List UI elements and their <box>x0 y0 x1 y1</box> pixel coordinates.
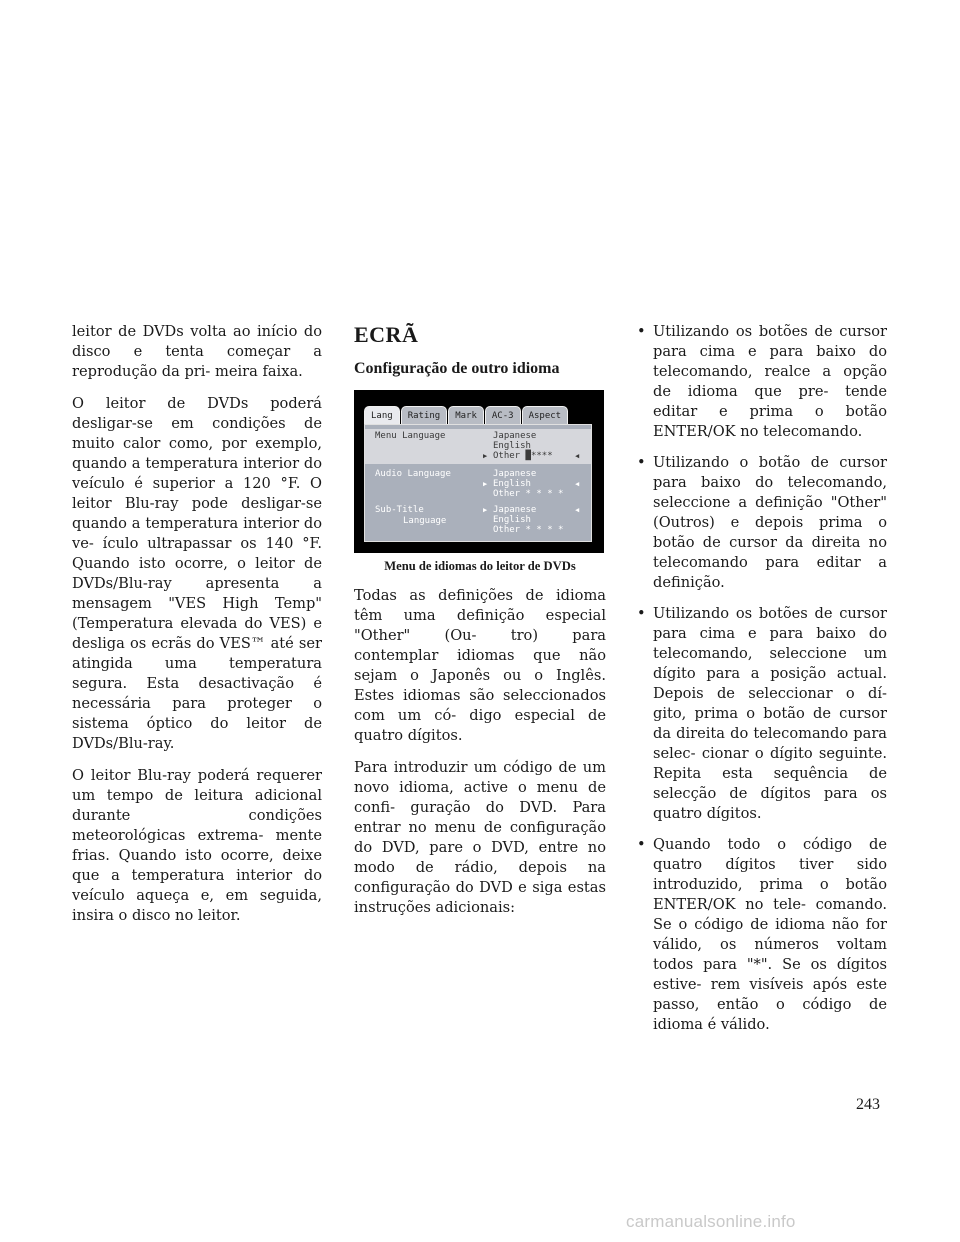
option-japanese: Japanese <box>493 469 537 479</box>
tab-mark: Mark <box>448 406 484 424</box>
section-title: ECRÃ <box>354 322 419 347</box>
arrow-right-icon: ▶ <box>483 452 488 460</box>
tab-lang: Lang <box>364 406 400 424</box>
column-middle <box>354 322 606 930</box>
menu-language-row <box>365 429 591 464</box>
paragraph-other-setting: Todas as definições de idioma têm uma definição especial "Other" (Ou- tro) para contemplar idiomas que não sejam o Japonês ou o Inglês. Estes idiomas são seleccionados com um có- digo especial de quatro dígitos. <box>354 587 606 744</box>
tab-ac3: AC-3 <box>485 406 521 424</box>
tab-rating: Rating <box>401 406 448 424</box>
cursor-block-icon: █ <box>525 451 531 461</box>
list-item: • Utilizando os botões de cursor para cima e para baixo do telecomando, realce a opção de idioma que pre- tende editar e prima o botão ENTER/OK no telecomando. <box>637 323 887 440</box>
option-japanese: Japanese <box>493 431 537 441</box>
option-other: Other * * * * <box>493 489 564 499</box>
paragraph-continuation: leitor de DVDs volta ao início do disco e tenta começar a reprodução da pri- meira faixa. <box>72 323 322 380</box>
arrow-left-icon: ◀ <box>575 452 580 460</box>
watermark: carmanualsonline.info <box>626 1212 796 1231</box>
arrow-right-icon: ▶ <box>483 480 488 488</box>
list-item: • Quando todo o código de quatro dígitos tiver sido introduzido, prima o botão ENTER/OK no tele- comando. Se o código de idioma não for válido, os números voltam todos para "*". Se os dígitos estive- rem visíveis após este passo, então o código de idioma é válido. <box>637 836 887 1033</box>
bullet-icon: • <box>637 836 646 853</box>
instruction-list <box>637 322 887 1035</box>
arrow-left-icon: ◀ <box>575 480 580 488</box>
paragraph-cold-weather: O leitor Blu-ray poderá requerer um tempo de leitura adicional durante condições meteorológicas extrema- mente frias. Quando isto ocorre, deixe que a temperatura interior do veículo aqueça e, em seguida, insira o disco no leitor. <box>72 767 322 924</box>
column-left <box>72 322 322 938</box>
arrow-left-icon: ◀ <box>575 506 580 514</box>
option-english: English <box>493 441 531 451</box>
list-item: • Utilizando os botões de cursor para cima e para baixo do telecomando, seleccione um dígito para a posição actual. Depois de seleccionar o dí- gito, prima o botão de cursor da direita do telecomando para selec- cionar o dígito seguinte. Repita esta sequência de selecção de dígitos para os quatro dígitos. <box>637 605 887 822</box>
audio-language-row <box>365 467 591 502</box>
menu-language-label: Menu Language <box>375 431 446 441</box>
option-japanese: Japanese <box>493 505 537 515</box>
page-number: 243 <box>856 1096 880 1113</box>
bullet-icon: • <box>637 454 646 471</box>
option-english: English <box>493 515 531 525</box>
list-item: • Utilizando o botão de cursor para baixo do telecomando, seleccione a definição "Other" (Outros) e depois prima o botão de cursor da direita no telecomando para editar a definição. <box>637 454 887 591</box>
audio-language-label: Audio Language <box>375 469 451 479</box>
subsection-title: Configuração de outro idioma <box>354 360 560 377</box>
subtitle-language-label: Language <box>403 516 447 526</box>
subtitle-row <box>365 503 591 538</box>
menu-tabs <box>364 406 598 424</box>
bullet-icon: • <box>637 323 646 340</box>
arrow-right-icon: ▶ <box>483 506 488 514</box>
menu-panel <box>364 424 592 542</box>
column-right <box>637 322 887 1046</box>
option-english: English <box>493 479 531 489</box>
option-other: Other █**** <box>493 451 553 461</box>
bullet-icon: • <box>637 605 646 622</box>
paragraph-enter-code: Para introduzir um código de um novo idioma, active o menu de confi- guração do DVD. Para entrar no menu de configuração do DVD, pare o DVD, entre no modo de rádio, depois na configuração do DVD e siga estas instruções adicionais: <box>354 759 606 916</box>
dvd-language-menu-image <box>354 390 604 553</box>
option-other: Other * * * * <box>493 525 564 535</box>
subtitle-label: Sub-Title <box>375 505 424 515</box>
tab-aspect: Aspect <box>522 406 569 424</box>
paragraph-high-temp: O leitor de DVDs poderá desligar-se em condições de muito calor como, por exemplo, quando a temperatura interior do veículo é superior a 120 °F. O leitor Blu-ray pode desligar-se quando a temperatura interior do ve- ículo ultrapassar os 140 °F. Quando isto ocorre, o leitor de DVDs/Blu-ray apresenta a mensagem "VES High Temp" (Temperatura elevada do VES) e desliga os ecrãs do VES™ até ser atingida uma temperatura segura. Esta desactivação é necessária para proteger o sistema óptico do leitor de DVDs/Blu-ray. <box>72 395 322 752</box>
image-caption: Menu de idiomas do leitor de DVDs <box>384 559 576 573</box>
